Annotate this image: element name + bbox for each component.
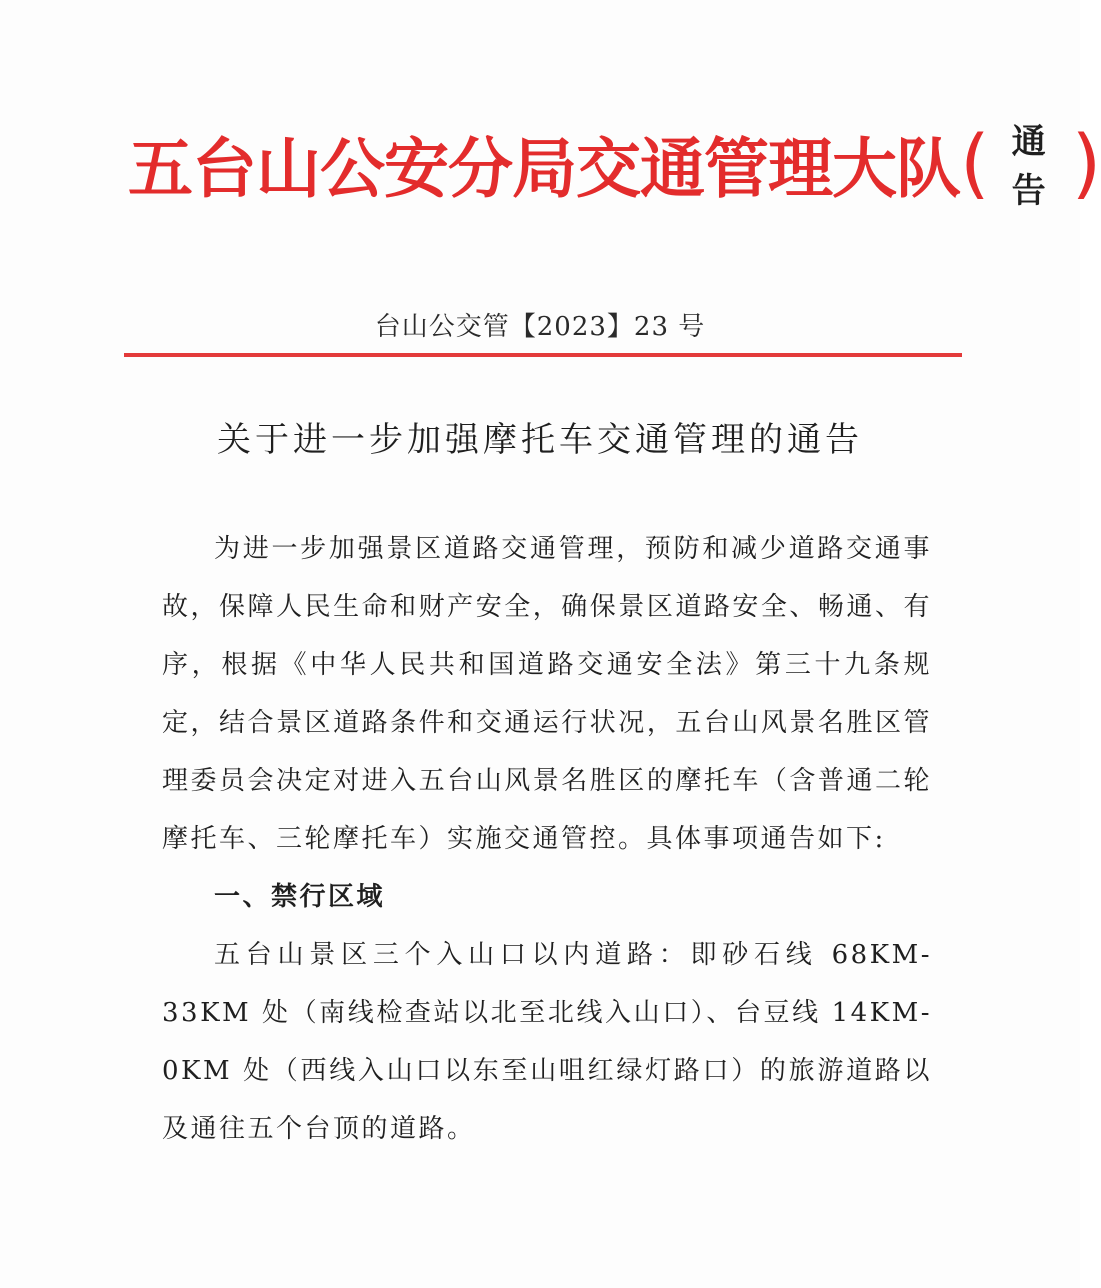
close-parenthesis: ) bbox=[1071, 118, 1101, 207]
notice-label: 通告 bbox=[1011, 122, 1050, 211]
document-body bbox=[162, 520, 932, 1158]
open-parenthesis: ( bbox=[960, 118, 990, 207]
document-number: 台山公交管【2023】23 号 bbox=[374, 312, 706, 342]
intro-paragraph: 为进一步加强景区道路交通管理，预防和减少道路交通事故，保障人民生命和财产安全，确保景区道路安全、畅通、有序，根据《中华人民共和国道路交通安全法》第三十九条规定，结合景区道路条件和交通运行状况，五台山风景名胜区管理委员会决定对进入五台山风景名胜区的摩托车（含普通二轮摩托车、三轮摩托车）实施交通管控。具体事项通告如下: bbox=[162, 534, 932, 854]
document-title: 关于进一步加强摩托车交通管理的通告 bbox=[217, 420, 863, 460]
header-divider bbox=[124, 353, 962, 357]
document-header bbox=[128, 108, 1101, 218]
section-paragraph: 五台山景区三个入山口以内道路：即砂石线 68KM-33KM 处（南线检查站以北至北线入山口）、台豆线 14KM-0KM 处（西线入山口以东至山咀红绿灯路口）的旅游道路以及通往五个台顶的道路。 bbox=[162, 940, 932, 1144]
issuing-organization: 五台山公安分局交通管理大队 bbox=[128, 132, 961, 207]
section-heading: 一、禁行区域 bbox=[214, 882, 386, 912]
